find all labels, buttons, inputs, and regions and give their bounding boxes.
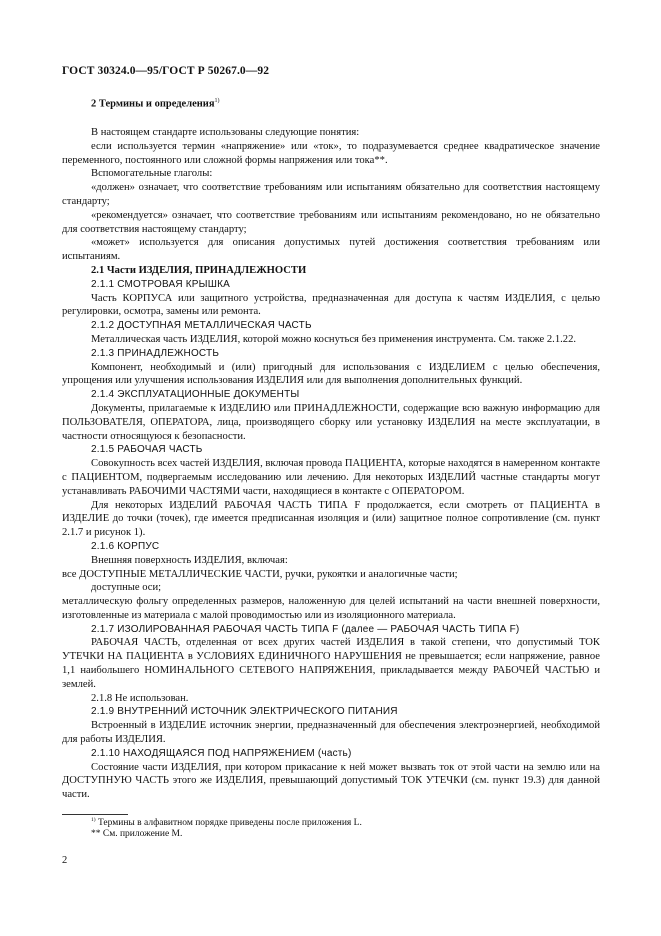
term-definition: все ДОСТУПНЫЕ МЕТАЛЛИЧЕСКИЕ ЧАСТИ, ручки, рукоятки и аналогичные части;: [62, 568, 458, 580]
intro-paragraph: если используется термин «напряжение» или «ток», то подразумевается среднее квадратическое значение переменного, постоянного или сложной формы напряжения или тока**.: [62, 140, 600, 166]
term-heading: 2.1.1 СМОТРОВАЯ КРЫШКА: [91, 278, 230, 290]
term-definition: Совокупность всех частей ИЗДЕЛИЯ, включая провода ПАЦИЕНТА, которые находятся в намеренном контакте с ПАЦИЕНТОМ, подвергаемым исследованию или лечению. Для некоторых ИЗДЕЛИЙ частные стандарты могут устанавливать РАБОЧИМИ ЧАСТЯМИ части, находящиеся в контакте с ОПЕРАТОРОМ.: [62, 458, 600, 497]
page-number: 2: [62, 855, 68, 866]
intro-paragraph: Вспомогательные глаголы:: [91, 168, 213, 180]
footnote-text: Термины в алфавитном порядке приведены после приложения L.: [97, 818, 362, 829]
term-heading: 2.1.3 ПРИНАДЛЕЖНОСТЬ: [91, 347, 220, 359]
term-definition: Для некоторых ИЗДЕЛИЙ РАБОЧАЯ ЧАСТЬ ТИПА F продолжается, если смотреть от ПАЦИЕНТА в ИЗДЕЛИЕ до точки (точек), где имеется предписанная изоляция и (или) защитное полное сопротивление (см. пункт 2.1.7 и рисунок 1).: [62, 499, 600, 539]
intro-paragraph: В настоящем стандарте использованы следующие понятия:: [91, 127, 360, 138]
term-heading: 2.1.10 НАХОДЯЩАЯСЯ ПОД НАПРЯЖЕНИЕМ (часть): [91, 747, 352, 759]
term-heading: 2.1.2 ДОСТУПНАЯ МЕТАЛЛИЧЕСКАЯ ЧАСТЬ: [91, 320, 312, 332]
footnote-mark: 1): [214, 98, 220, 104]
term-definition: Встроенный в ИЗДЕЛИЕ источник энергии, предназначенный для обеспечения электроэнергией, необходимой для работы ИЗДЕЛИЯ.: [62, 720, 600, 746]
intro-paragraph: «должен» означает, что соответствие требованиям или испытаниям обязательно для соответствия настоящему стандарту;: [62, 182, 600, 207]
section-title: [91, 98, 220, 110]
term-definition: доступные оси;: [91, 582, 162, 594]
term-definition: РАБОЧАЯ ЧАСТЬ, отделенная от всех других частей ИЗДЕЛИЯ в такой степени, что допустимый ТОК УТЕЧКИ НА ПАЦИЕНТА в УСЛОВИЯХ ЕДИНИЧНОГО НАРУШЕНИЯ не превышается; если напряжение, равное 1,1 наибольшего НОМИНАЛЬНОГО СЕТЕВОГО НАПРЯЖЕНИЯ, прикладывается между РАБОЧЕЙ ЧАСТЬЮ и землей.: [62, 637, 600, 690]
intro-paragraph: «может» используется для описания допустимых путей достижения соответствия требованиям или испытаниям.: [62, 237, 600, 263]
term-definition: металлическую фольгу определенных размеров, наложенную для целей испытаний на части внешней поверхности, изготовленные из материала с малой проводимостью или из изоляционного материала.: [62, 596, 600, 621]
document-header: ГОСТ 30324.0—95/ГОСТ Р 50267.0—92: [62, 65, 270, 77]
term-heading: 2.1.9 ВНУТРЕННИЙ ИСТОЧНИК ЭЛЕКТРИЧЕСКОГО ПИТАНИЯ: [91, 706, 398, 718]
subsection-title: 2.1 Части ИЗДЕЛИЯ, ПРИНАДЛЕЖНОСТИ: [91, 264, 307, 276]
term-definition: Документы, прилагаемые к ИЗДЕЛИЮ или ПРИНАДЛЕЖНОСТИ, содержащие всю важную информацию для ПОЛЬЗОВАТЕЛЯ, ОПЕРАТОРА, лица, производящего сборку или установку ИЗДЕЛИЯ на месте эксплуатации, в частности относящуюся к безопасности.: [62, 402, 600, 442]
document-body: [62, 126, 600, 802]
section-title-text: 2 Термины и определения: [91, 98, 215, 110]
intro-paragraph: «рекомендуется» означает, что соответствие требованиям или испытаниям рекомендовано, но не обязательно для соответствия настоящему стандарту;: [62, 209, 600, 235]
footnote-mark: 1): [91, 817, 96, 823]
footnote-1: [91, 817, 362, 828]
footnote-divider: [62, 814, 128, 815]
term-definition: Часть КОРПУСА или защитного устройства, предназначенная для доступа к частям ИЗДЕЛИЯ, с целью регулировки, осмотра, замены или ремонта.: [62, 292, 600, 318]
term-heading: 2.1.6 КОРПУС: [91, 540, 160, 552]
term-definition: Металлическая часть ИЗДЕЛИЯ, которой можно коснуться без применения инструмента. См. также 2.1.22.: [91, 333, 577, 345]
term-heading: 2.1.7 ИЗОЛИРОВАННАЯ РАБОЧАЯ ЧАСТЬ ТИПА F (далее — РАБОЧАЯ ЧАСТЬ ТИПА F): [91, 623, 520, 635]
term-definition: Компонент, необходимый и (или) пригодный для использования с ИЗДЕЛИЕМ с целью обеспечения, упрощения или улучшения использования ИЗДЕЛИЯ или для выполнения дополнительных функций.: [62, 361, 600, 387]
term-heading: 2.1.5 РАБОЧАЯ ЧАСТЬ: [91, 444, 203, 456]
term-heading: 2.1.4 ЭКСПЛУАТАЦИОННЫЕ ДОКУМЕНТЫ: [91, 389, 300, 401]
term-definition: Состояние части ИЗДЕЛИЯ, при котором прикасание к ней может вызвать ток от этой части на землю или на ДОСТУПНУЮ ЧАСТЬ этого же ИЗДЕЛИЯ, превышающий допустимый ТОК УТЕЧКИ (см. пункт 19.3) для данной части.: [62, 761, 600, 801]
term-heading: 2.1.8 Не использован.: [91, 692, 189, 704]
term-definition: Внешняя поверхность ИЗДЕЛИЯ, включая:: [91, 554, 288, 566]
footnote-2: ** См. приложение М.: [91, 829, 183, 839]
